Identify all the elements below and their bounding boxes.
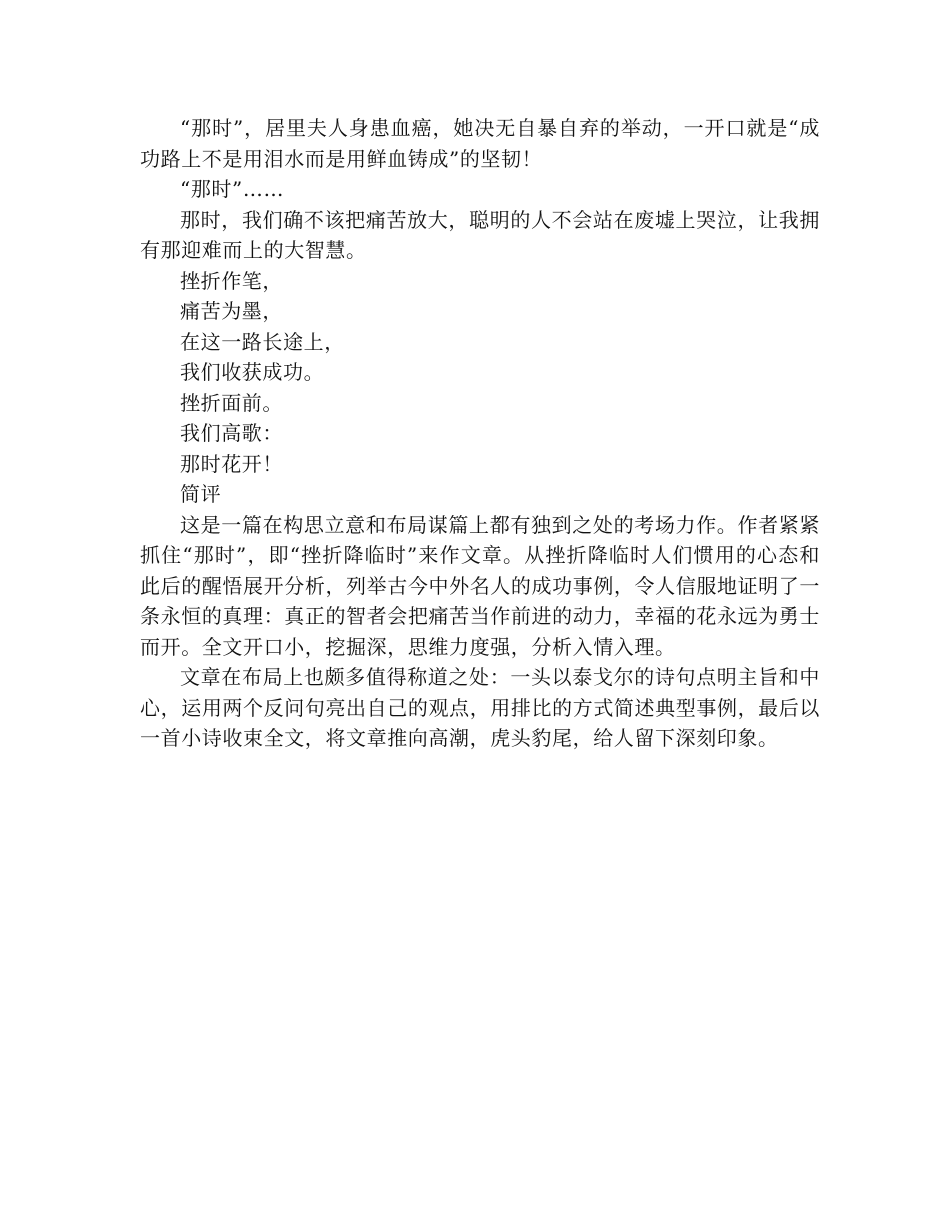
poem-line: 在这一路长途上， [180,329,345,354]
poem-line: 挫折作笔， [180,268,283,293]
document-page [140,113,820,754]
review-paragraph: 文章在布局上也颇多值得称道之处：一头以泰戈尔的诗句点明主旨和中心，运用两个反问句亮出自己的观点，用排比的方式简述典型事例，最后以一首小诗收束全文，将文章推向高潮，虎头豹尾，给人留下深刻印象。 [140,665,820,750]
paragraph-wisdom: 那时，我们确不该把痛苦放大，聪明的人不会站在废墟上哭泣，让我拥有那迎难而上的大智慧。 [140,207,820,262]
poem-line: 痛苦为墨， [180,299,283,323]
paragraph-ellipsis: “那时”…… [180,177,285,201]
poem [140,266,820,480]
paragraph-curie: “那时”，居里夫人身患血癌，她决无自暴自弃的举动，一开口就是“成功路上不是用泪水而是用鲜血铸成”的坚韧！ [140,116,820,171]
review-paragraph: 这是一篇在构思立意和布局谋篇上都有独到之处的考场力作。作者紧紧抓住“那时”，即“挫折降临时”来作文章。从挫折降临时人们惯用的心态和此后的醒悟展开分析，列举古今中外名人的成功事例，令人信服地证明了一条永恒的真理：真正的智者会把痛苦当作前进的动力，幸福的花永远为勇士而开。全文开口小，挖掘深，思维力度强，分析入情入理。 [140,512,820,659]
poem-line: 我们高歌： [180,421,283,445]
poem-line: 我们收获成功。 [180,360,325,384]
review-heading: 简评 [180,482,222,506]
poem-line: 那时花开！ [180,451,283,476]
poem-line: 挫折面前。 [180,390,283,415]
